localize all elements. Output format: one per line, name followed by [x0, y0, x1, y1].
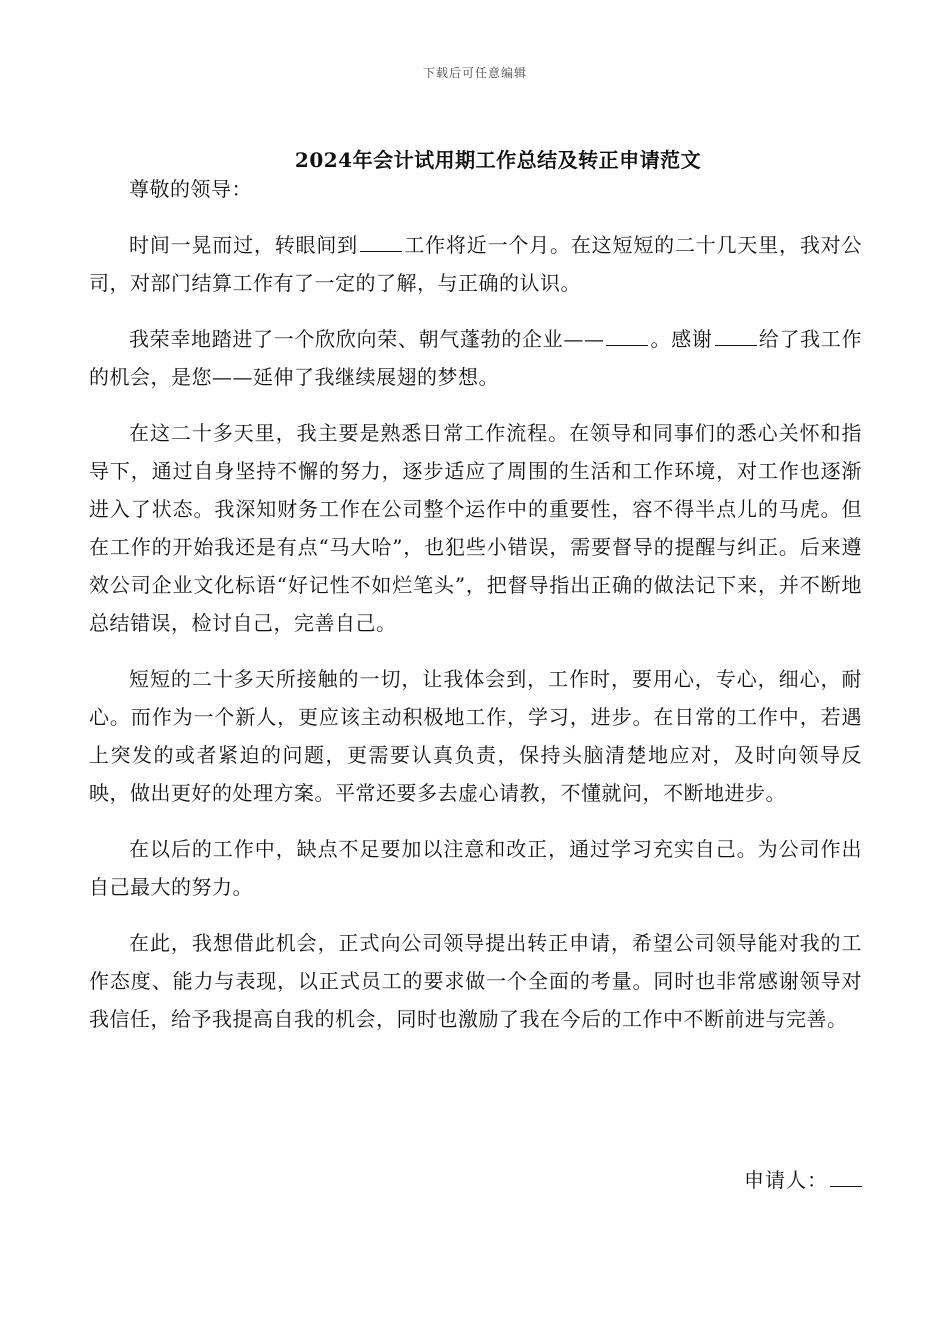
document-title: 2024年会计试用期工作总结及转正申请范文 — [294, 148, 702, 172]
paragraph-4: 短短的二十多天所接触的一切，让我体会到，工作时，要用心，专心，细心，耐心。而作为一个新人，更应该主动积极地工作，学习，进步。在日常的工作中，若遇上突发的或者紧迫的问题，更需要认真负责，保持头脑清楚地应对，及时向领导反映，做出更好的处理方案。平常还要多去虚心请教，不懂就问，不断地进步。 — [89, 667, 862, 805]
salutation: 尊敬的领导： — [129, 177, 252, 201]
paragraph-2 — [89, 320, 862, 396]
paragraph-3: 在这二十多天里，我主要是熟悉日常工作流程。在领导和同事们的悉心关怀和指导下，通过自身坚持不懈的努力，逐步适应了周围的生活和工作环境，对工作也逐渐进入了状态。我深知财务工作在公司整个运作中的重要性，容不得半点儿的马虎。但在工作的开始我还是有点“马大哈”，也犯些小错误，需要督导的提醒与纠正。后来遵效公司企业文化标语“好记性不如烂笔头”，把督导指出正确的做法记下来，并不断地总结错误，检讨自己，完善自己。 — [89, 421, 862, 635]
fill-blank — [360, 250, 402, 252]
signature-line — [744, 1164, 864, 1193]
fill-blank — [606, 344, 648, 346]
paragraph-2-text-b: 。感谢 — [650, 327, 713, 351]
signature-blank — [830, 1185, 862, 1187]
paragraph-2-text-a: 我荣幸地踏进了一个欣欣向荣、朝气蓬勃的企业—— — [129, 327, 605, 351]
paragraph-1-text-b: 工作将近一个月。在这短短的二十几天里，我对公司，对部门结算工作有了一定的了解，与正确的认识。 — [89, 233, 862, 295]
paragraph-1-text-a: 时间一晃而过，转眼间到 — [129, 233, 358, 257]
paragraph-5: 在以后的工作中，缺点不足要加以注意和改正，通过学习充实自己。为公司作出自己最大的努力。 — [89, 837, 862, 899]
document-body — [89, 170, 862, 1038]
paragraph-1 — [89, 226, 862, 302]
paragraph-6: 在此，我想借此机会，正式向公司领导提出转正申请，希望公司领导能对我的工作态度、能力与表现，以正式员工的要求做一个全面的考量。同时也非常感谢领导对我信任，给予我提高自我的机会，同时也激励了我在今后的工作中不断前进与完善。 — [89, 931, 862, 1031]
paragraph-2-text-c: 给了我工作的机会，是您——延伸了我继续展翅的梦想。 — [89, 327, 863, 389]
header-note: 下载后可任意编辑 — [422, 66, 527, 80]
signature-label: 申请人： — [744, 1168, 828, 1192]
fill-blank — [715, 344, 757, 346]
